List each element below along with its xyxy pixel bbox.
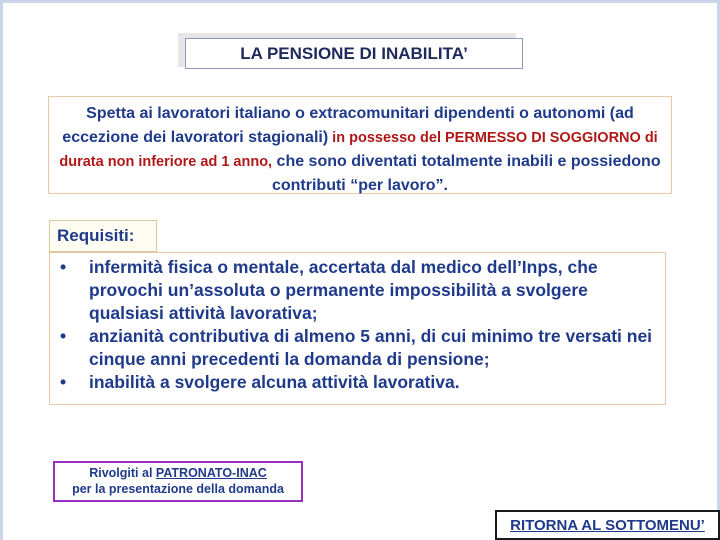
slide-title-text: LA PENSIONE DI INABILITA’ (240, 43, 468, 63)
list-item (50, 371, 665, 394)
requisiti-list-box (49, 252, 666, 405)
patronato-suffix: per la presentazione della domanda (72, 482, 284, 496)
bullet-icon: • (60, 372, 67, 392)
requisiti-label-text: Requisiti: (57, 226, 135, 245)
bullet-icon: • (60, 326, 67, 346)
patronato-box (53, 461, 303, 502)
patronato-link[interactable]: PATRONATO-INAC (155, 466, 267, 480)
intro-part2: in (328, 130, 350, 146)
requisiti-label (49, 220, 157, 252)
list-item (50, 256, 665, 325)
patronato-prefix: Rivolgiti al (89, 466, 156, 480)
back-to-submenu-label: RITORNA AL SOTTOMENU’ (510, 516, 705, 534)
bullet-icon: • (60, 257, 67, 277)
back-to-submenu-button[interactable] (495, 510, 720, 540)
list-item-text: inabilità a svolgere alcuna attività lavorativa. (89, 372, 460, 392)
requisiti-list (50, 256, 665, 394)
intro-permesso: possesso del PERMESSO DI SOGGIORNO di durata non inferiore ad 1 anno, (59, 130, 658, 170)
list-item (50, 325, 665, 371)
list-item-text: anzianità contributiva di almeno 5 anni, di cui minimo tre versati nei cinque anni precedenti la domanda di pensione; (89, 326, 653, 369)
slide-title (185, 38, 523, 69)
intro-part1: Spetta ai lavoratori italiano o extracomunitari dipendenti o autonomi (ad eccezione dei lavoratori stagionali) (62, 105, 634, 146)
list-item-text: infermità fisica o mentale, accertata dal medico dell’Inps, che provochi un’assoluta o permanente impossibilità a svolgere qualsiasi attività lavorativa; (89, 257, 598, 323)
intro-text-box (48, 96, 672, 194)
intro-part4: che sono diventati totalmente inabili e possiedono contributi “per lavoro”. (271, 153, 661, 194)
